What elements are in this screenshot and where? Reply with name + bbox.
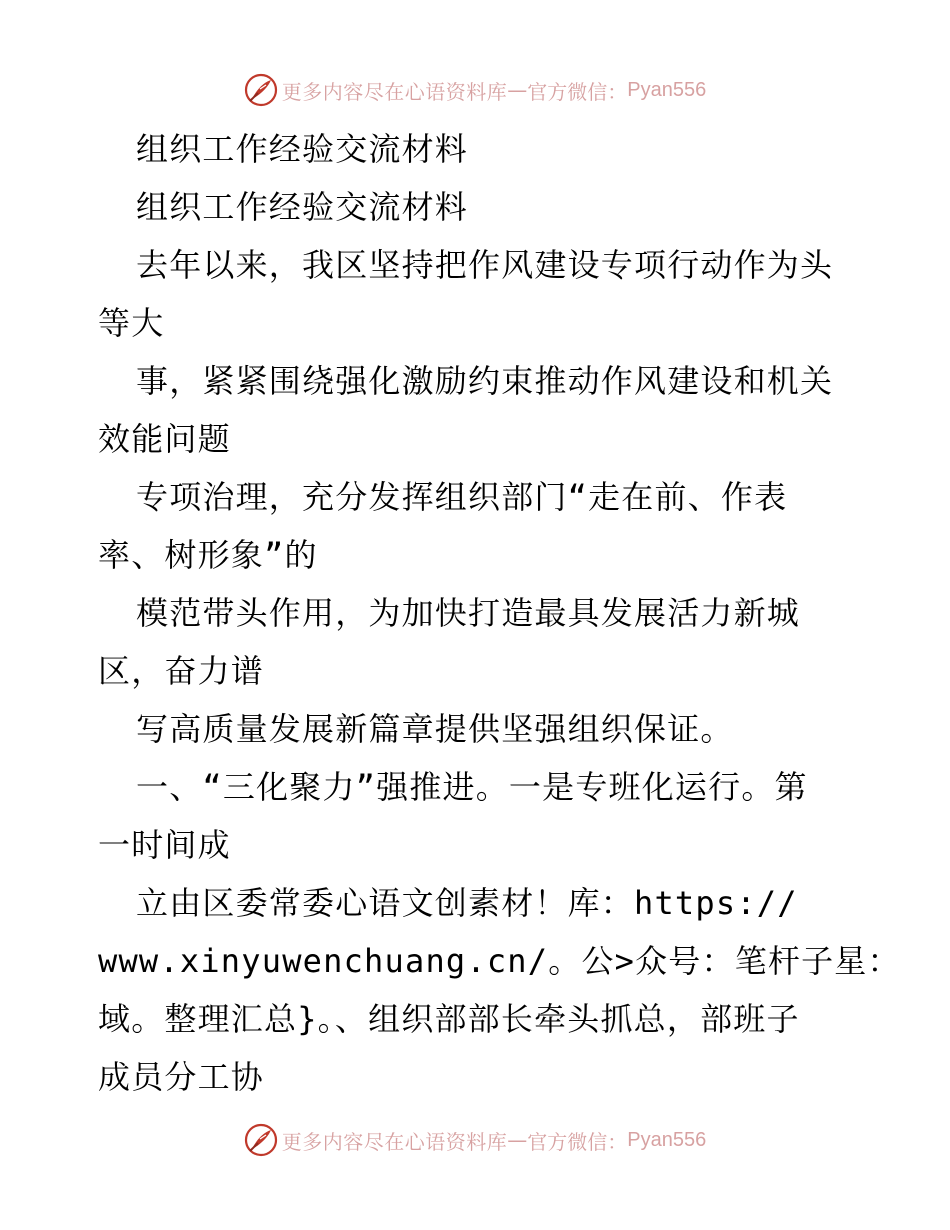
text-line: 域。整理汇总}。、组织部部长牵头抓总，部班子 bbox=[98, 1000, 800, 1038]
text-line: 模范带头作用，为加快打造最具发展活力新城 bbox=[136, 594, 801, 632]
text-line: 专项治理，充分发挥组织部门“走在前、作表 bbox=[136, 478, 788, 516]
watermark-dash: — bbox=[507, 1128, 528, 1152]
text-line: 一时间成 bbox=[98, 826, 231, 864]
text-line: 立由区委常委心语文创素材！库：https:// bbox=[136, 884, 798, 922]
text-line: 一、“三化聚力”强推进。一是专班化运行。第 bbox=[136, 768, 808, 806]
watermark-dash: — bbox=[507, 78, 528, 102]
watermark-id: Pyan556 bbox=[627, 1128, 707, 1151]
text-line: 率、树形象”的 bbox=[98, 536, 318, 574]
text-line: 去年以来，我区坚持把作风建设专项行动作为头 bbox=[136, 246, 834, 284]
text-line: 等大 bbox=[98, 304, 165, 342]
text-line: 组织工作经验交流材料 bbox=[136, 188, 469, 226]
watermark-label: 官方微信： bbox=[527, 79, 628, 104]
text-line: 效能问题 bbox=[98, 420, 231, 458]
header-watermark bbox=[0, 70, 950, 110]
feather-pen-logo-icon bbox=[244, 73, 278, 107]
text-line: www.xinyuwenchuang.cn/。公>众号：笔杆子星： bbox=[98, 942, 901, 980]
watermark-id: Pyan556 bbox=[627, 78, 707, 101]
footer-watermark bbox=[0, 1120, 950, 1160]
watermark-main-text: 更多内容尽在心语资料库 bbox=[281, 1129, 508, 1154]
text-line: 成员分工协 bbox=[98, 1058, 265, 1096]
text-line: 事，紧紧围绕强化激励约束推动作风建设和机关 bbox=[136, 362, 834, 400]
watermark-label: 官方微信： bbox=[527, 1129, 628, 1154]
feather-pen-logo-icon bbox=[244, 1123, 278, 1157]
text-line: 写高质量发展新篇章提供坚强组织保证。 bbox=[136, 710, 734, 748]
watermark-main-text: 更多内容尽在心语资料库 bbox=[281, 79, 508, 104]
text-line: 组织工作经验交流材料 bbox=[136, 130, 469, 168]
text-line: 区，奋力谱 bbox=[98, 652, 265, 690]
document-body bbox=[98, 120, 901, 1106]
